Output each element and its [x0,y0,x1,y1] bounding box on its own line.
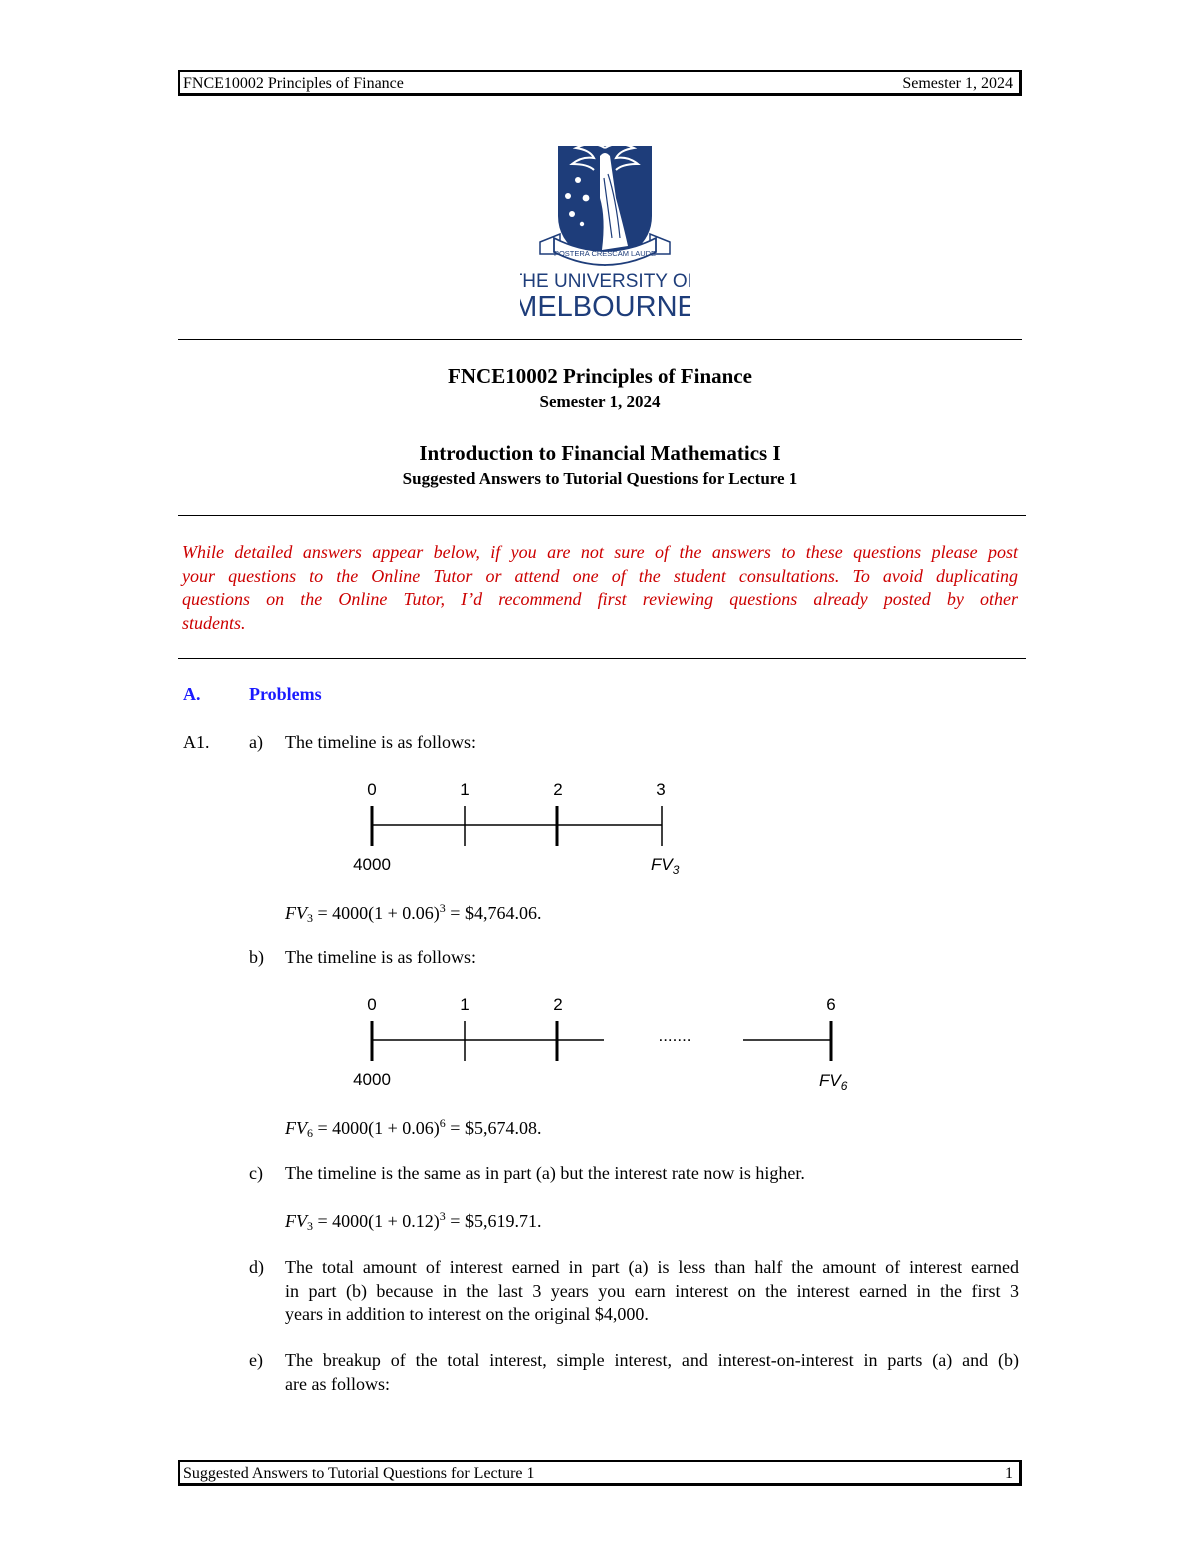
page-header [178,70,1022,96]
timeline-a [340,770,720,880]
course-title: FNCE10002 Principles of Finance [448,364,752,388]
logo-motto: POSTERA CRESCAM LAUDE [553,249,657,258]
part-label: c) [249,1163,263,1183]
notice-line: students. [182,612,246,633]
equation-c [285,1209,541,1234]
tick-label: 1 [460,995,470,1014]
section-letter: A. [183,684,201,704]
page-footer [178,1460,1022,1486]
text-line: years in addition to interest on the original $4,000. [285,1304,649,1324]
page-number: 1 [1005,1465,1013,1482]
tick-label: 3 [656,780,666,799]
eq-exp: 3 [439,1209,446,1223]
question-number: A1. [183,732,210,752]
eq-lhs: FV [285,903,307,923]
text-line: are as follows: [285,1373,390,1394]
start-value: 4000 [353,1070,391,1089]
part-label: e) [249,1350,263,1370]
end-label: $FV_3$ [651,855,680,877]
tick-label: 2 [553,780,563,799]
notice [182,541,1018,635]
eq-result: = $5,674.08. [445,1118,542,1138]
divider [178,658,1026,659]
end-label: $FV_6$ [819,1071,848,1093]
timeline-b [340,985,880,1095]
eq-sub: 6 [307,1126,313,1140]
semester: Semester 1, 2024 [539,392,661,411]
header-left: FNCE10002 Principles of Finance [183,75,404,92]
tick-label: 0 [367,995,377,1014]
eq-result: = $4,764.06. [445,903,542,923]
notice-line: your questions to the Online Tutor or attend one of the student consultations. To avoid duplicating [182,565,1018,586]
logo-line1: THE UNIVERSITY OF [520,271,690,292]
text-line: The total amount of interest earned in part (a) is less than half the amount of interest earned [285,1257,1019,1277]
part-e-text [285,1349,1019,1396]
eq-body: = 4000(1 + 0.12) [313,1211,440,1231]
part-d-text [285,1256,1019,1327]
part-text: The timeline is the same as in part (a) but the interest rate now is higher. [285,1163,805,1183]
text-line: in part (b) because in the last 3 years you earn interest on the interest earned in the first 3 [285,1280,1019,1301]
subtitle: Suggested Answers to Tutorial Questions for Lecture 1 [402,469,798,488]
part-text: The timeline is as follows: [285,947,476,967]
tick-label: 2 [553,995,563,1014]
eq-lhs: FV [285,1211,307,1231]
eq-exp: 6 [439,1116,446,1130]
footer-left: Suggested Answers to Tutorial Questions for Lecture 1 [183,1465,535,1482]
eq-result: = $5,619.71. [445,1211,542,1231]
divider [178,339,1022,340]
eq-body: = 4000(1 + 0.06) [313,903,440,923]
topic-title: Introduction to Financial Mathematics I [419,441,781,465]
eq-lhs: FV [285,1118,307,1138]
divider [178,515,1026,516]
logo-line2: MELBOURNE [520,291,690,323]
eq-sub: 3 [307,911,313,925]
equation-a [285,901,541,926]
header-right: Semester 1, 2024 [902,75,1013,92]
notice-line: questions on the Online Tutor, I’d recommend first reviewing questions already posted by other [182,589,1018,609]
section-title: Problems [249,684,322,704]
start-value: 4000 [353,855,391,874]
notice-line: While detailed answers appear below, if you are not sure of the answers to these questions please post [182,542,1018,562]
part-label: b) [249,947,264,967]
crest-icon [520,138,690,323]
tick-label: 1 [460,780,470,799]
equation-b [285,1116,541,1141]
part-text: The timeline is as follows: [285,732,476,752]
tick-label: 0 [367,780,377,799]
part-label: a) [249,732,263,752]
text-line: The breakup of the total interest, simple interest, and interest-on-interest in parts (a) and (b) [285,1350,1019,1370]
eq-body: = 4000(1 + 0.06) [313,1118,440,1138]
university-logo [520,138,690,323]
part-label: d) [249,1257,264,1277]
eq-exp: 3 [439,901,446,915]
tick-label: 6 [826,995,836,1014]
ellipsis: ....... [658,1026,692,1045]
eq-sub: 3 [307,1219,313,1233]
